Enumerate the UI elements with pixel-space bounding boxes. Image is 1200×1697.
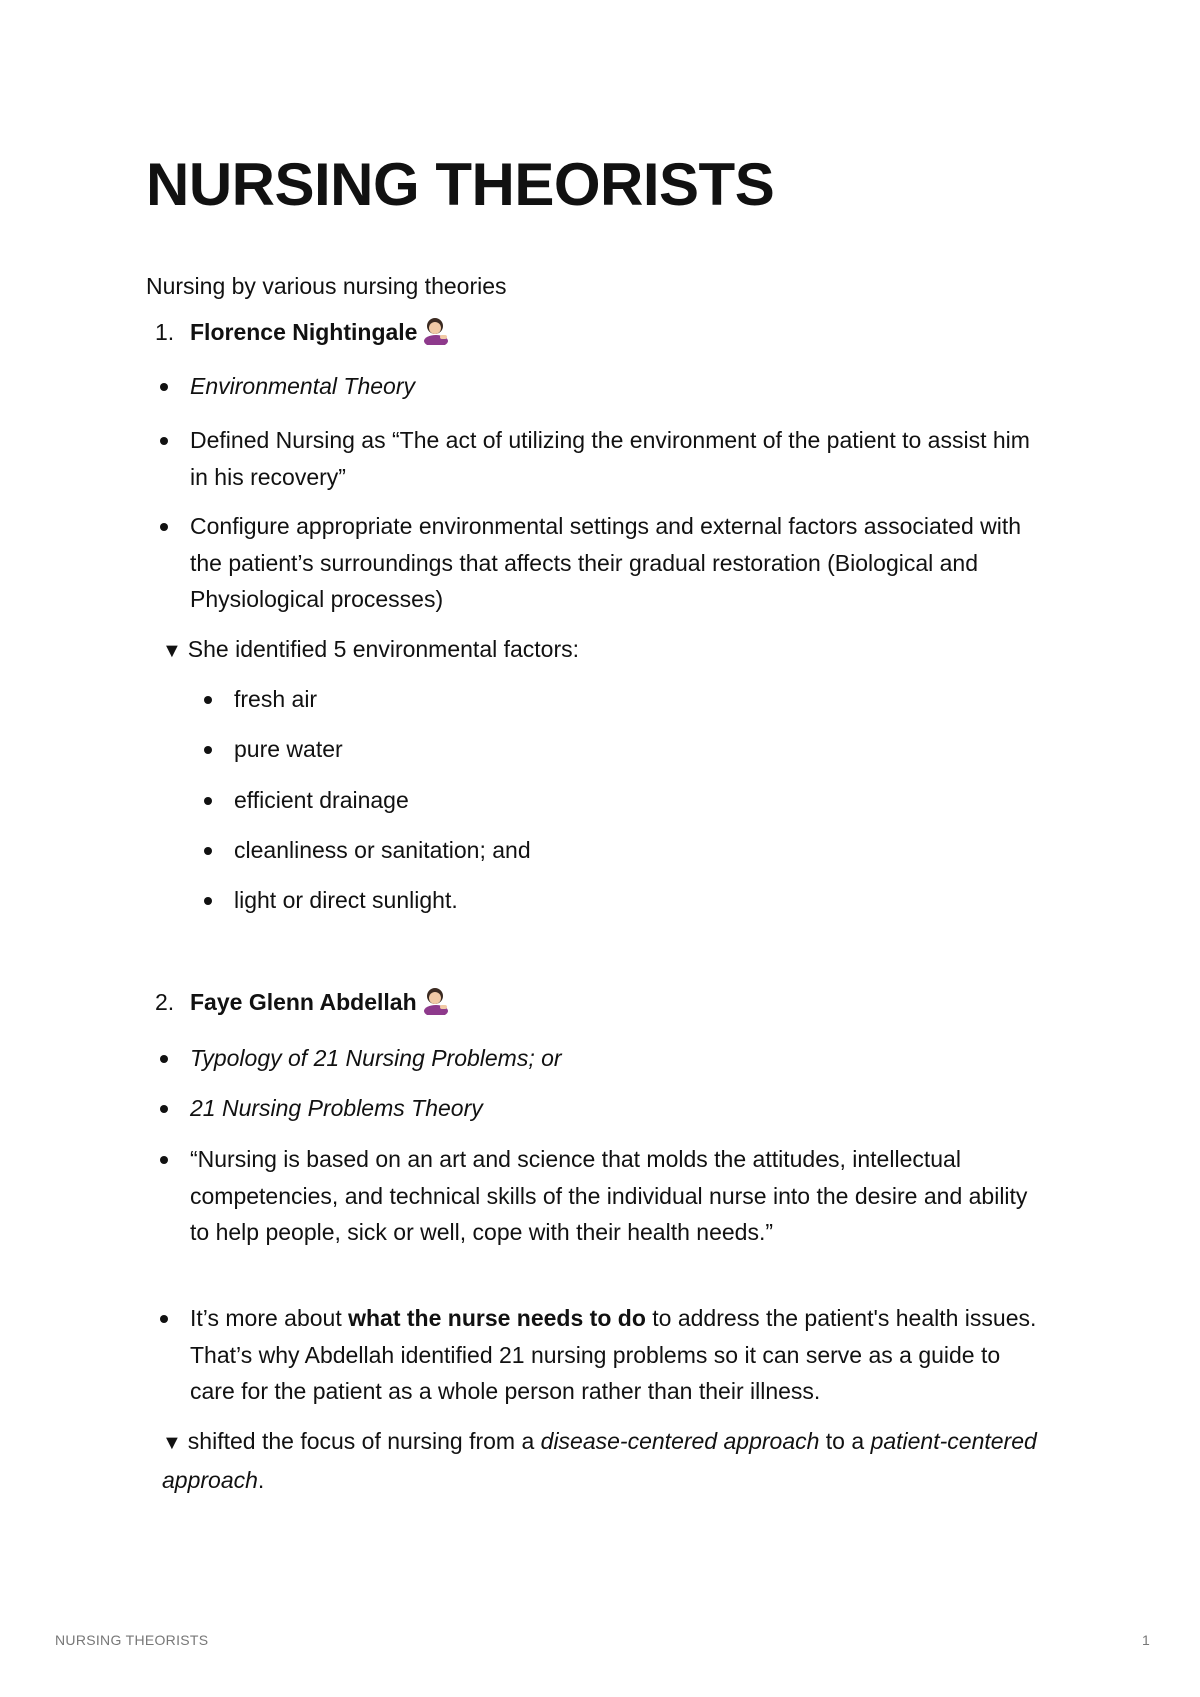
bullet-icon bbox=[204, 797, 212, 805]
theorist-name-text: Florence Nightingale bbox=[190, 319, 418, 345]
theorist-name-text: Faye Glenn Abdellah bbox=[190, 989, 417, 1015]
theorist-name bbox=[190, 314, 451, 351]
person-tipping-hand-icon bbox=[421, 985, 451, 1015]
triangle-down-icon[interactable]: ▼ bbox=[162, 1432, 182, 1454]
list-item: fresh air bbox=[234, 686, 318, 712]
list-item: Typology of 21 Nursing Problems; or bbox=[190, 1045, 562, 1071]
bullet-icon bbox=[204, 746, 212, 754]
bullet-icon bbox=[160, 1156, 168, 1164]
list-item: Defined Nursing as “The act of utilizing the environment of the patient to assist him in his recovery” bbox=[190, 427, 1030, 490]
toggle-text: to a bbox=[819, 1428, 871, 1454]
list-item: cleanliness or sanitation; and bbox=[234, 837, 531, 863]
list-item: pure water bbox=[234, 736, 343, 762]
bullet-icon bbox=[160, 1105, 168, 1113]
toggle-text: . bbox=[257, 1466, 265, 1493]
list-item: Environmental Theory bbox=[190, 373, 415, 399]
list-item: 21 Nursing Problems Theory bbox=[190, 1095, 483, 1121]
bullet-icon bbox=[204, 897, 212, 905]
toggle-text: shifted the focus of nursing from a bbox=[187, 1428, 541, 1454]
toggle-block[interactable] bbox=[162, 631, 1062, 670]
bullet-icon bbox=[204, 696, 212, 704]
list-item: efficient drainage bbox=[234, 787, 409, 813]
toggle-text: She identified 5 environmental factors: bbox=[187, 636, 580, 662]
list-item bbox=[190, 1300, 1050, 1410]
list-item-text: It’s more about bbox=[190, 1305, 349, 1331]
intro-text: Nursing by various nursing theories bbox=[146, 273, 507, 299]
bullet-icon bbox=[160, 383, 168, 391]
list-item-text: to address the patient's health issues. That’s why Abdellah identified 21 nursing problems so it can serve as a guide to care for the patient as a whole person rather than their illness. bbox=[190, 1305, 1037, 1404]
section-number: 2. bbox=[155, 989, 175, 1015]
bullet-icon bbox=[204, 847, 212, 855]
theorist-name bbox=[190, 984, 451, 1021]
section-number: 1. bbox=[155, 319, 175, 345]
page-title: NURSING THEORISTS bbox=[146, 151, 775, 218]
section-heading bbox=[0, 314, 1200, 350]
bullet-icon bbox=[160, 437, 168, 445]
triangle-down-icon[interactable]: ▼ bbox=[162, 640, 182, 662]
list-item: “Nursing is based on an art and science that molds the attitudes, intellectual competencies, and technical skills of the individual nurse into the desire and ability to help people, sick or well, cope with their health needs.” bbox=[190, 1146, 1028, 1245]
toggle-block[interactable] bbox=[162, 1423, 1062, 1498]
person-tipping-hand-icon bbox=[421, 315, 451, 345]
emphasis-text: what the nurse needs to do bbox=[348, 1305, 646, 1331]
footer-title: NURSING THEORISTS bbox=[55, 1632, 209, 1648]
section-heading bbox=[0, 984, 1200, 1020]
list-item: light or direct sunlight. bbox=[234, 887, 458, 913]
page-number: 1 bbox=[1142, 1632, 1150, 1648]
emphasis-text: patient-centered approach bbox=[162, 1428, 1037, 1493]
list-item: Configure appropriate environmental settings and external factors associated with the patient’s surroundings that affects their gradual restoration (Biological and Physiological processes) bbox=[190, 513, 1022, 612]
bullet-icon bbox=[160, 523, 168, 531]
bullet-icon bbox=[160, 1315, 168, 1323]
emphasis-text: disease-centered approach bbox=[540, 1428, 820, 1454]
bullet-icon bbox=[160, 1055, 168, 1063]
